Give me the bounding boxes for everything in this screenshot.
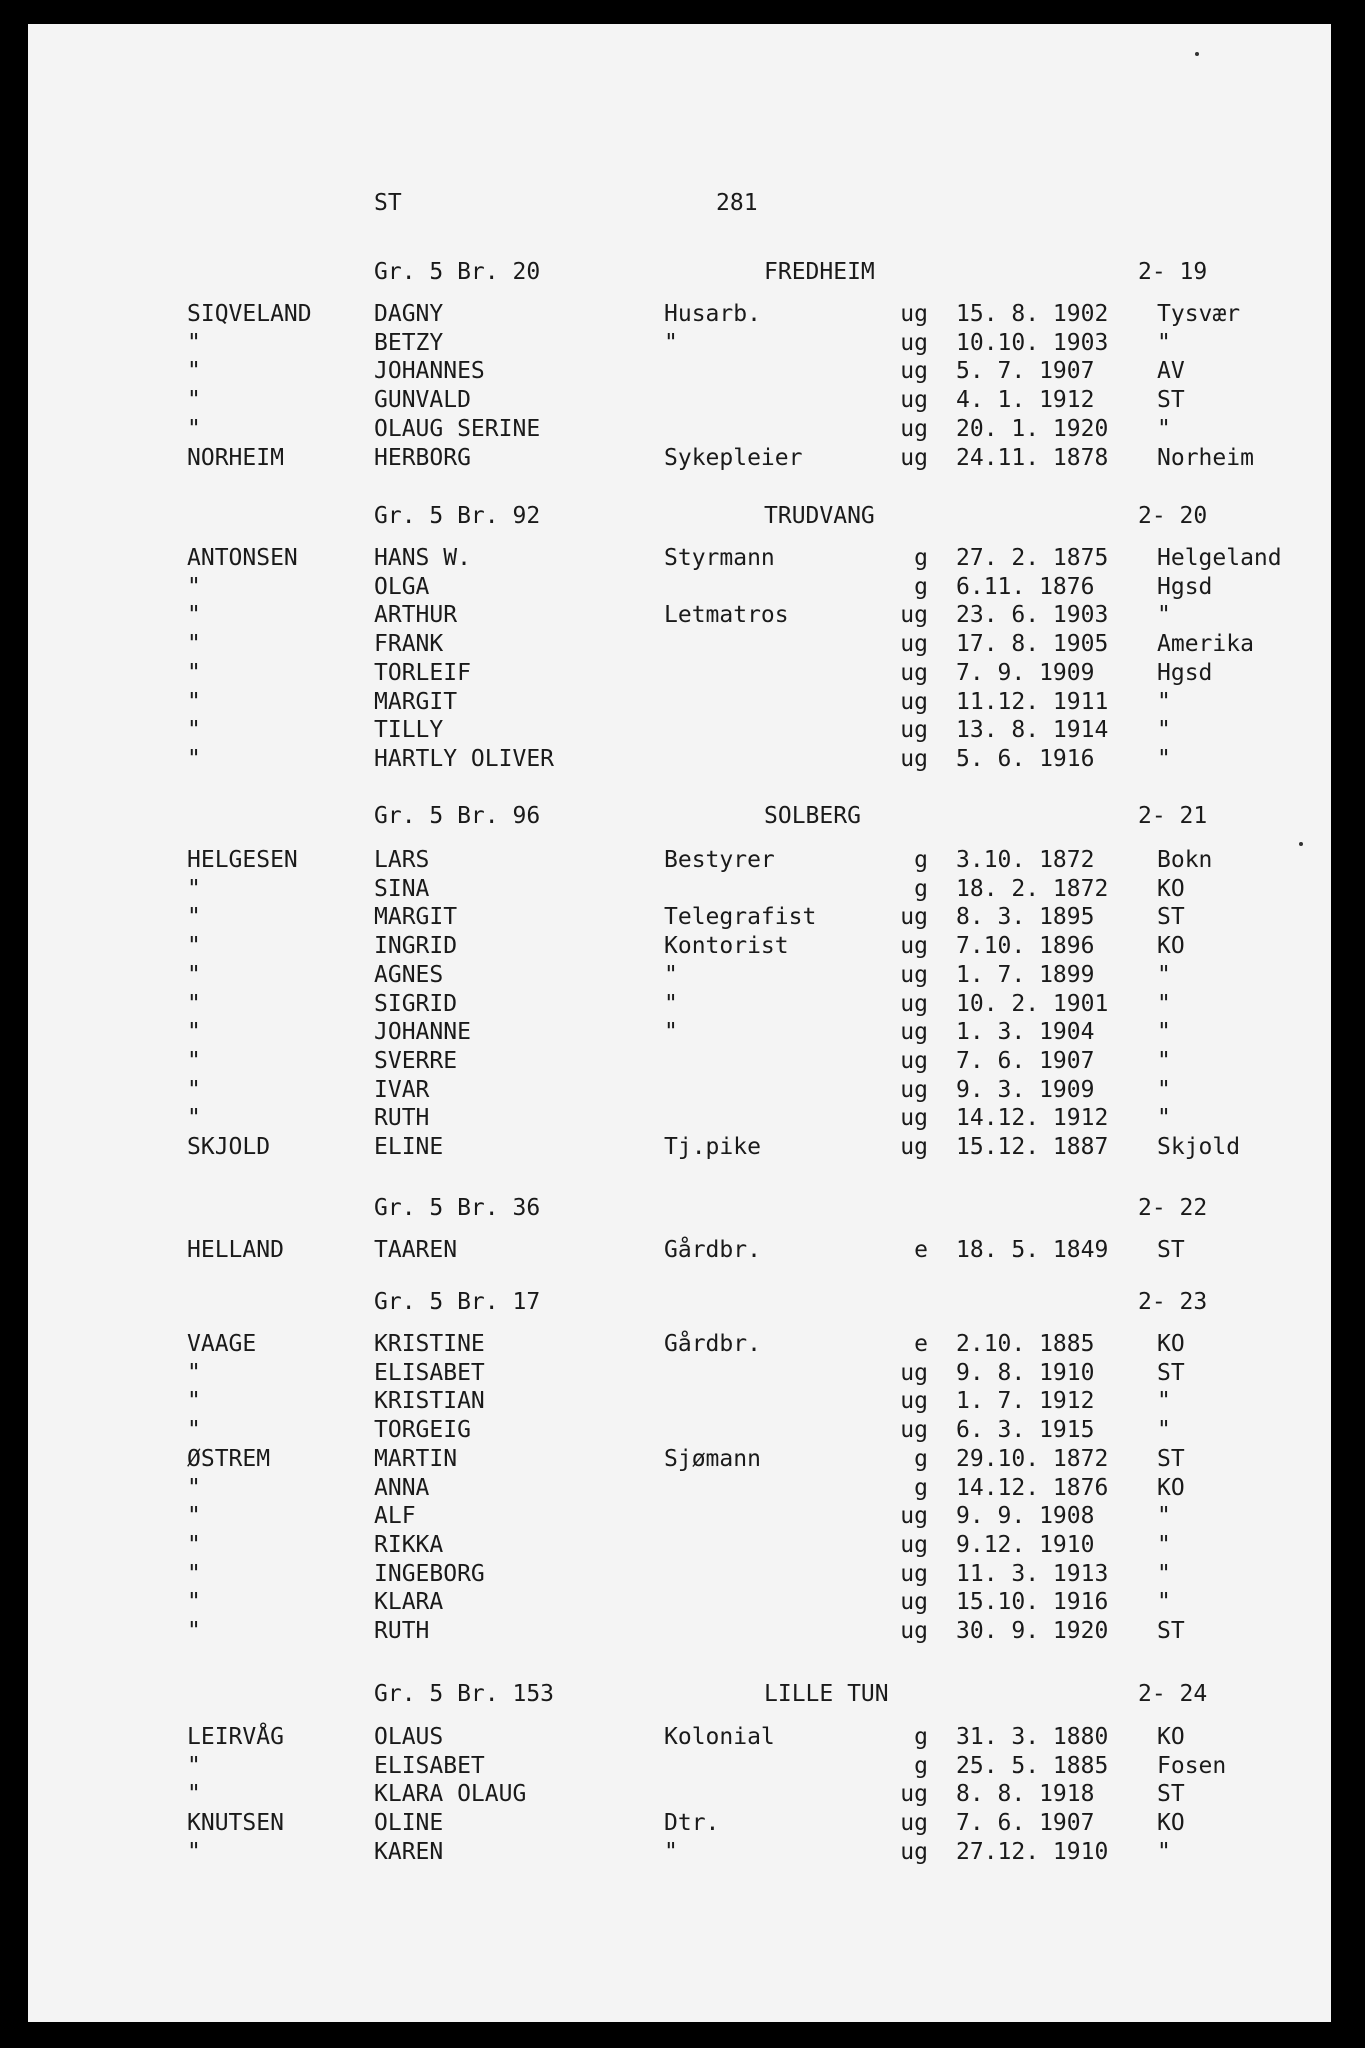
- person-marital: g: [914, 1753, 928, 1779]
- person-given: FRANK: [374, 631, 444, 657]
- person-row: [28, 1474, 1331, 1503]
- person-row: [28, 1076, 1331, 1105]
- person-date: 5. 7. 1907: [956, 358, 1095, 384]
- person-place: ST: [1157, 1446, 1185, 1472]
- person-place: ": [1157, 1503, 1171, 1529]
- person-given: HANS W.: [374, 545, 471, 571]
- group-farm: FREDHEIM: [764, 259, 875, 285]
- person-given: GUNVALD: [374, 387, 471, 413]
- person-marital: ug: [900, 689, 928, 715]
- person-place: Amerika: [1157, 631, 1254, 657]
- person-given: TORGEIG: [374, 1417, 471, 1443]
- person-marital: ug: [900, 1618, 928, 1644]
- person-marital: ug: [900, 1589, 928, 1615]
- person-surname: ": [187, 602, 201, 628]
- person-place: ST: [1157, 1360, 1185, 1386]
- person-place: ": [1157, 1077, 1171, 1103]
- person-occupation: ": [664, 991, 678, 1017]
- person-row: [28, 1752, 1331, 1781]
- group-gr: Gr. 5 Br. 96: [374, 803, 541, 829]
- person-place: ": [1157, 330, 1171, 356]
- person-place: ": [1157, 602, 1171, 628]
- person-given: ANNA: [374, 1475, 430, 1501]
- person-date: 9.12. 1910: [956, 1532, 1095, 1558]
- document-page: [28, 24, 1331, 2022]
- person-given: AGNES: [374, 962, 444, 988]
- person-surname: LEIRVÅG: [187, 1724, 284, 1750]
- person-marital: ug: [900, 717, 928, 743]
- group-header: [28, 1680, 1331, 1709]
- person-given: RUTH: [374, 1105, 430, 1131]
- person-occupation: Sykepleier: [664, 445, 803, 471]
- person-surname: ": [187, 1019, 201, 1045]
- person-row: [28, 745, 1331, 774]
- person-row: [28, 1330, 1331, 1359]
- person-row: [28, 688, 1331, 717]
- person-surname: SKJOLD: [187, 1134, 271, 1160]
- person-row: [28, 1588, 1331, 1617]
- person-row: [28, 573, 1331, 602]
- person-given: ELISABET: [374, 1360, 485, 1386]
- person-row: [28, 386, 1331, 415]
- person-surname: ": [187, 717, 201, 743]
- person-row: [28, 961, 1331, 990]
- person-surname: ": [187, 1077, 201, 1103]
- person-occupation: ": [664, 962, 678, 988]
- person-given: KLARA: [374, 1589, 444, 1615]
- person-place: ": [1157, 1839, 1171, 1865]
- person-surname: ": [187, 1839, 201, 1865]
- person-given: DAGNY: [374, 301, 444, 327]
- person-place: ": [1157, 1417, 1171, 1443]
- person-date: 13. 8. 1914: [956, 717, 1109, 743]
- group-gr: Gr. 5 Br. 17: [374, 1289, 541, 1315]
- person-place: Bokn: [1157, 847, 1213, 873]
- person-given: KRISTINE: [374, 1331, 485, 1357]
- person-date: 17. 8. 1905: [956, 631, 1109, 657]
- person-row: [28, 1502, 1331, 1531]
- person-row: [28, 1809, 1331, 1838]
- person-surname: ": [187, 1753, 201, 1779]
- person-row: [28, 875, 1331, 904]
- person-row: [28, 990, 1331, 1019]
- person-date: 1. 3. 1904: [956, 1019, 1095, 1045]
- person-given: KAREN: [374, 1839, 444, 1865]
- person-place: ": [1157, 1589, 1171, 1615]
- person-place: ": [1157, 1532, 1171, 1558]
- person-surname: ": [187, 1417, 201, 1443]
- person-row: [28, 415, 1331, 444]
- person-place: Skjold: [1157, 1134, 1241, 1160]
- person-marital: ug: [900, 1048, 928, 1074]
- person-occupation: Husarb.: [664, 301, 761, 327]
- person-surname: KNUTSEN: [187, 1810, 284, 1836]
- scan-speck: [1195, 52, 1199, 56]
- person-surname: ØSTREM: [187, 1446, 271, 1472]
- person-surname: ": [187, 416, 201, 442]
- person-marital: e: [914, 1331, 928, 1357]
- person-date: 10. 2. 1901: [956, 991, 1109, 1017]
- person-surname: ": [187, 904, 201, 930]
- person-row: [28, 1387, 1331, 1416]
- person-surname: ": [187, 1360, 201, 1386]
- person-surname: ": [187, 1618, 201, 1644]
- person-surname: ": [187, 1048, 201, 1074]
- person-date: 7. 9. 1909: [956, 660, 1095, 686]
- person-place: KO: [1157, 1724, 1185, 1750]
- person-surname: NORHEIM: [187, 445, 284, 471]
- person-date: 14.12. 1912: [956, 1105, 1109, 1131]
- person-row: [28, 1047, 1331, 1076]
- person-place: ": [1157, 416, 1171, 442]
- person-given: RUTH: [374, 1618, 430, 1644]
- person-date: 11.12. 1911: [956, 689, 1109, 715]
- person-marital: ug: [900, 904, 928, 930]
- person-place: ": [1157, 1105, 1171, 1131]
- person-marital: ug: [900, 1839, 928, 1865]
- person-occupation: Tj.pike: [664, 1134, 761, 1160]
- person-given: MARTIN: [374, 1446, 458, 1472]
- person-marital: e: [914, 1237, 928, 1263]
- person-row: [28, 1104, 1331, 1133]
- person-surname: ": [187, 330, 201, 356]
- person-date: 18. 5. 1849: [956, 1237, 1109, 1263]
- person-given: OLINE: [374, 1810, 444, 1836]
- person-marital: g: [914, 1475, 928, 1501]
- person-marital: ug: [900, 1561, 928, 1587]
- person-given: JOHANNE: [374, 1019, 471, 1045]
- person-place: AV: [1157, 358, 1185, 384]
- person-occupation: ": [664, 330, 678, 356]
- person-marital: ug: [900, 1503, 928, 1529]
- person-surname: ": [187, 387, 201, 413]
- person-row: [28, 444, 1331, 473]
- person-row: [28, 932, 1331, 961]
- person-given: ALF: [374, 1503, 416, 1529]
- person-occupation: Kontorist: [664, 933, 789, 959]
- person-marital: ug: [900, 962, 928, 988]
- person-surname: ": [187, 574, 201, 600]
- page-number: 281: [716, 190, 758, 216]
- person-date: 18. 2. 1872: [956, 876, 1109, 902]
- person-given: INGRID: [374, 933, 458, 959]
- person-date: 7. 6. 1907: [956, 1810, 1095, 1836]
- scan-speck: [1299, 842, 1303, 846]
- person-surname: ": [187, 1532, 201, 1558]
- person-date: 15.10. 1916: [956, 1589, 1109, 1615]
- person-place: ": [1157, 717, 1171, 743]
- person-date: 20. 1. 1920: [956, 416, 1109, 442]
- person-place: Fosen: [1157, 1753, 1227, 1779]
- person-row: [28, 1445, 1331, 1474]
- person-row: [28, 357, 1331, 386]
- person-marital: ug: [900, 602, 928, 628]
- person-row: [28, 1723, 1331, 1752]
- person-place: ": [1157, 962, 1171, 988]
- person-date: 1. 7. 1912: [956, 1388, 1095, 1414]
- person-date: 4. 1. 1912: [956, 387, 1095, 413]
- person-given: ARTHUR: [374, 602, 458, 628]
- person-marital: g: [914, 1724, 928, 1750]
- person-given: OLAUG SERINE: [374, 416, 541, 442]
- person-marital: ug: [900, 1810, 928, 1836]
- group-code: 2- 22: [1138, 1195, 1208, 1221]
- group-header: [28, 258, 1331, 287]
- person-marital: ug: [900, 358, 928, 384]
- person-surname: ": [187, 1503, 201, 1529]
- person-occupation: ": [664, 1019, 678, 1045]
- person-row: [28, 1236, 1331, 1265]
- person-date: 29.10. 1872: [956, 1446, 1109, 1472]
- person-given: LARS: [374, 847, 430, 873]
- person-surname: ": [187, 358, 201, 384]
- person-given: INGEBORG: [374, 1561, 485, 1587]
- person-date: 6. 3. 1915: [956, 1417, 1095, 1443]
- person-place: ": [1157, 689, 1171, 715]
- person-row: [28, 1560, 1331, 1589]
- person-given: BETZY: [374, 330, 444, 356]
- person-given: KRISTIAN: [374, 1388, 485, 1414]
- person-date: 10.10. 1903: [956, 330, 1109, 356]
- person-occupation: Gårdbr.: [664, 1237, 761, 1263]
- person-place: ": [1157, 746, 1171, 772]
- person-given: RIKKA: [374, 1532, 444, 1558]
- group-gr: Gr. 5 Br. 153: [374, 1681, 555, 1707]
- person-row: [28, 1838, 1331, 1867]
- person-date: 7.10. 1896: [956, 933, 1095, 959]
- person-row: [28, 1531, 1331, 1560]
- person-given: TAAREN: [374, 1237, 458, 1263]
- person-occupation: Kolonial: [664, 1724, 775, 1750]
- person-date: 11. 3. 1913: [956, 1561, 1109, 1587]
- person-place: KO: [1157, 1331, 1185, 1357]
- group-code: 2- 21: [1138, 803, 1208, 829]
- person-row: [28, 1018, 1331, 1047]
- person-marital: ug: [900, 933, 928, 959]
- person-row: [28, 846, 1331, 875]
- person-row: [28, 1359, 1331, 1388]
- person-place: ST: [1157, 1618, 1185, 1644]
- group-code: 2- 23: [1138, 1289, 1208, 1315]
- person-occupation: Gårdbr.: [664, 1331, 761, 1357]
- person-surname: ": [187, 689, 201, 715]
- person-marital: g: [914, 847, 928, 873]
- person-row: [28, 329, 1331, 358]
- person-surname: ": [187, 933, 201, 959]
- person-marital: ug: [900, 1781, 928, 1807]
- person-marital: ug: [900, 746, 928, 772]
- group-code: 2- 19: [1138, 259, 1208, 285]
- person-marital: ug: [900, 1134, 928, 1160]
- person-given: TILLY: [374, 717, 444, 743]
- person-place: ": [1157, 1019, 1171, 1045]
- person-date: 7. 6. 1907: [956, 1048, 1095, 1074]
- group-farm: SOLBERG: [764, 803, 861, 829]
- person-surname: ": [187, 746, 201, 772]
- person-marital: ug: [900, 1360, 928, 1386]
- person-date: 9. 8. 1910: [956, 1360, 1095, 1386]
- person-row: [28, 630, 1331, 659]
- person-given: SINA: [374, 876, 430, 902]
- person-surname: ": [187, 660, 201, 686]
- group-code: 2- 20: [1138, 503, 1208, 529]
- person-given: IVAR: [374, 1077, 430, 1103]
- person-surname: VAAGE: [187, 1331, 257, 1357]
- group-header: [28, 1194, 1331, 1223]
- group-header: [28, 1288, 1331, 1317]
- group-header: [28, 502, 1331, 531]
- person-place: ST: [1157, 387, 1185, 413]
- person-surname: ": [187, 1781, 201, 1807]
- person-date: 15.12. 1887: [956, 1134, 1109, 1160]
- person-date: 30. 9. 1920: [956, 1618, 1109, 1644]
- person-surname: ": [187, 1388, 201, 1414]
- person-surname: ": [187, 876, 201, 902]
- person-given: ELINE: [374, 1134, 444, 1160]
- person-given: SVERRE: [374, 1048, 458, 1074]
- person-surname: HELLAND: [187, 1237, 284, 1263]
- person-surname: ANTONSEN: [187, 545, 298, 571]
- person-surname: ": [187, 1475, 201, 1501]
- person-marital: ug: [900, 660, 928, 686]
- person-date: 9. 9. 1908: [956, 1503, 1095, 1529]
- person-marital: ug: [900, 1388, 928, 1414]
- group-farm: LILLE TUN: [764, 1681, 889, 1707]
- person-marital: ug: [900, 445, 928, 471]
- person-place: ": [1157, 1048, 1171, 1074]
- person-occupation: Dtr.: [664, 1810, 720, 1836]
- person-date: 27. 2. 1875: [956, 545, 1109, 571]
- group-gr: Gr. 5 Br. 20: [374, 259, 541, 285]
- person-place: ST: [1157, 1781, 1185, 1807]
- header-left: ST: [374, 190, 402, 216]
- person-given: JOHANNES: [374, 358, 485, 384]
- person-given: OLGA: [374, 574, 430, 600]
- person-occupation: ": [664, 1839, 678, 1865]
- person-place: ": [1157, 1388, 1171, 1414]
- person-marital: ug: [900, 991, 928, 1017]
- person-date: 15. 8. 1902: [956, 301, 1109, 327]
- person-marital: ug: [900, 301, 928, 327]
- person-marital: g: [914, 545, 928, 571]
- person-marital: ug: [900, 416, 928, 442]
- person-surname: ": [187, 631, 201, 657]
- person-surname: ": [187, 991, 201, 1017]
- person-date: 1. 7. 1899: [956, 962, 1095, 988]
- person-place: ST: [1157, 904, 1185, 930]
- group-header: [28, 802, 1331, 831]
- person-given: HARTLY OLIVER: [374, 746, 555, 772]
- person-given: OLAUS: [374, 1724, 444, 1750]
- person-marital: ug: [900, 1019, 928, 1045]
- group-gr: Gr. 5 Br. 36: [374, 1195, 541, 1221]
- person-date: 8. 3. 1895: [956, 904, 1095, 930]
- person-place: Tysvær: [1157, 301, 1241, 327]
- person-place: Norheim: [1157, 445, 1254, 471]
- page-header: [28, 189, 1331, 218]
- person-row: [28, 1416, 1331, 1445]
- person-surname: ": [187, 1105, 201, 1131]
- person-surname: ": [187, 1561, 201, 1587]
- person-row: [28, 1617, 1331, 1646]
- person-date: 31. 3. 1880: [956, 1724, 1109, 1750]
- person-marital: g: [914, 876, 928, 902]
- person-row: [28, 300, 1331, 329]
- person-given: ELISABET: [374, 1753, 485, 1779]
- person-place: KO: [1157, 1475, 1185, 1501]
- person-surname: ": [187, 962, 201, 988]
- person-date: 27.12. 1910: [956, 1839, 1109, 1865]
- person-marital: g: [914, 574, 928, 600]
- person-marital: ug: [900, 387, 928, 413]
- person-occupation: Styrmann: [664, 545, 775, 571]
- person-given: MARGIT: [374, 904, 458, 930]
- group-gr: Gr. 5 Br. 92: [374, 503, 541, 529]
- person-date: 23. 6. 1903: [956, 602, 1109, 628]
- person-row: [28, 1133, 1331, 1162]
- person-surname: SIQVELAND: [187, 301, 312, 327]
- person-surname: HELGESEN: [187, 847, 298, 873]
- person-date: 9. 3. 1909: [956, 1077, 1095, 1103]
- person-place: KO: [1157, 876, 1185, 902]
- person-marital: ug: [900, 330, 928, 356]
- person-given: MARGIT: [374, 689, 458, 715]
- group-farm: TRUDVANG: [764, 503, 875, 529]
- person-date: 8. 8. 1918: [956, 1781, 1095, 1807]
- person-place: KO: [1157, 933, 1185, 959]
- person-place: KO: [1157, 1810, 1185, 1836]
- person-date: 5. 6. 1916: [956, 746, 1095, 772]
- person-row: [28, 716, 1331, 745]
- person-occupation: Telegrafist: [664, 904, 817, 930]
- person-given: HERBORG: [374, 445, 471, 471]
- person-given: SIGRID: [374, 991, 458, 1017]
- person-marital: ug: [900, 1105, 928, 1131]
- person-marital: ug: [900, 1417, 928, 1443]
- person-marital: ug: [900, 1077, 928, 1103]
- person-place: ": [1157, 1561, 1171, 1587]
- person-date: 24.11. 1878: [956, 445, 1109, 471]
- person-given: KLARA OLAUG: [374, 1781, 527, 1807]
- person-row: [28, 544, 1331, 573]
- person-occupation: Bestyrer: [664, 847, 775, 873]
- person-occupation: Letmatros: [664, 602, 789, 628]
- person-marital: ug: [900, 1532, 928, 1558]
- person-marital: g: [914, 1446, 928, 1472]
- person-given: TORLEIF: [374, 660, 471, 686]
- group-code: 2- 24: [1138, 1681, 1208, 1707]
- person-occupation: Sjømann: [664, 1446, 761, 1472]
- person-date: 25. 5. 1885: [956, 1753, 1109, 1779]
- person-place: Helgeland: [1157, 545, 1282, 571]
- person-row: [28, 1780, 1331, 1809]
- person-marital: ug: [900, 631, 928, 657]
- person-place: Hgsd: [1157, 660, 1213, 686]
- person-row: [28, 659, 1331, 688]
- person-row: [28, 903, 1331, 932]
- person-date: 6.11. 1876: [956, 574, 1095, 600]
- person-place: ST: [1157, 1237, 1185, 1263]
- person-place: Hgsd: [1157, 574, 1213, 600]
- person-date: 2.10. 1885: [956, 1331, 1095, 1357]
- person-row: [28, 601, 1331, 630]
- person-date: 14.12. 1876: [956, 1475, 1109, 1501]
- person-date: 3.10. 1872: [956, 847, 1095, 873]
- person-place: ": [1157, 991, 1171, 1017]
- person-surname: ": [187, 1589, 201, 1615]
